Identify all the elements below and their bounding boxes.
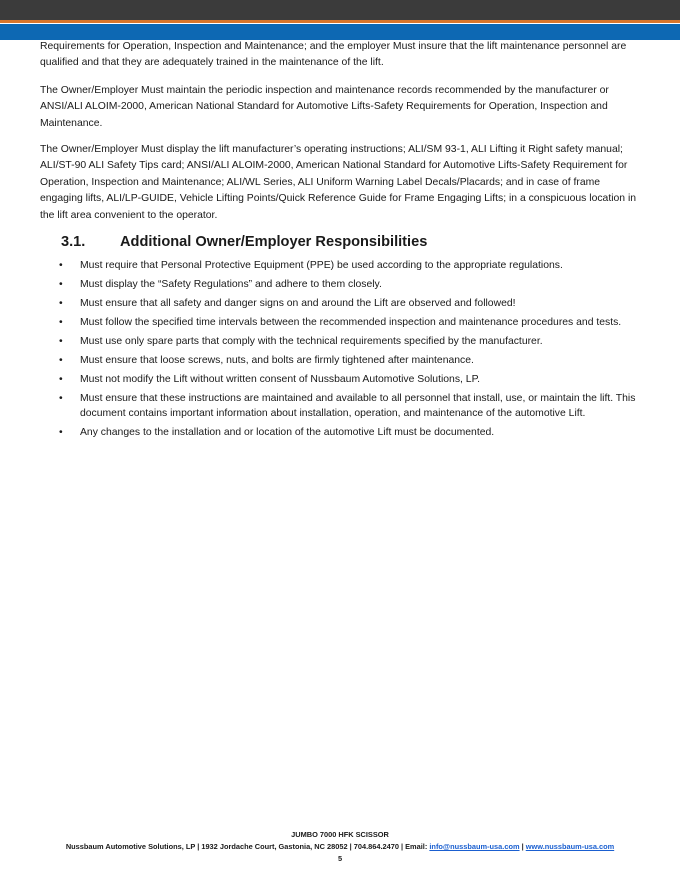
footer-email-link[interactable]: info@nussbaum-usa.com xyxy=(429,842,520,851)
list-item-text: Must use only spare parts that comply with the technical requirements specified by the manufacturer. xyxy=(80,336,543,348)
list-item-text: Must display the “Safety Regulations” and adhere to them closely. xyxy=(80,279,382,291)
bullet-icon: • xyxy=(59,260,63,272)
footer-contact-line xyxy=(0,841,680,853)
list-item xyxy=(40,334,640,349)
bullet-icon: • xyxy=(59,374,63,386)
list-item-text: Must not modify the Lift without written consent of Nussbaum Automotive Solutions, LP. xyxy=(80,374,481,386)
list-item xyxy=(40,315,640,330)
footer-address: Nussbaum Automotive Solutions, LP | 1932 Jordache Court, Gastonia, NC 28052 | 704.864.2470 | Email: xyxy=(65,842,428,851)
list-item-text: Must ensure that these instructions are maintained and available to all personnel that install, use, or maintain the lift. This document contains important information about installation, operation, and maintenance of the automotive Lift. xyxy=(80,393,636,420)
document-body xyxy=(40,39,640,444)
bullet-icon: • xyxy=(59,336,63,348)
list-item-text: Must ensure that all safety and danger signs on and around the Lift are observed and followed! xyxy=(80,298,516,310)
footer-separator: | xyxy=(521,842,524,851)
bullet-icon: • xyxy=(59,279,63,291)
list-item xyxy=(40,296,640,311)
bullet-icon: • xyxy=(59,298,63,310)
paragraph-inspection-records: The Owner/Employer Must maintain the periodic inspection and maintenance records recommended by the manufacturer or ANSI/ALI ALOIM-2000, American National Standard for Automotive Lifts-Safety Requirements for Operation, Inspection and Maintenance. xyxy=(40,84,609,129)
header-blue-band xyxy=(0,24,680,40)
responsibilities-list xyxy=(40,258,640,440)
bullet-icon: • xyxy=(59,317,63,329)
section-title: Additional Owner/Employer Responsibilities xyxy=(120,234,428,251)
list-item-text: Any changes to the installation and or location of the automotive Lift must be documented. xyxy=(80,427,495,439)
paragraph-maintenance-personnel: Requirements for Operation, Inspection and Maintenance; and the employer Must insure that the lift maintenance personnel are qualified and that they are adequately trained in the maintenance of the lift. xyxy=(40,41,627,69)
list-item-text: Must ensure that loose screws, nuts, and bolts are firmly tightened after maintenance. xyxy=(80,355,474,367)
section-heading xyxy=(40,234,640,250)
paragraph-display-instructions: The Owner/Employer Must display the lift manufacturer’s operating instructions; ALI/SM 93-1, ALI Lifting it Right safety manual; ALI/ST-90 ALI Safety Tips card; ANSI/ALI ALOIM-2000, American National Standard for Automotive Lifts-Safety Requirement for Operation, Inspection and Maintenance; ALI/WL Series, ALI Uniform Warning Label Decals/Placards; and in case of frame engaging lifts, ALI/LP-GUIDE, Vehicle Lifting Points/Quick Reference Guide for Frame Engaging Lifts; in a conspicuous location in the lift area convenient to the operator. xyxy=(40,144,637,221)
bullet-icon: • xyxy=(59,393,63,405)
section-number: 3.1. xyxy=(61,234,86,251)
list-item xyxy=(40,258,640,273)
bullet-icon: • xyxy=(59,355,63,367)
list-item-text: Must require that Personal Protective Equipment (PPE) be used according to the appropriate regulations. xyxy=(80,260,563,272)
list-item xyxy=(40,277,640,292)
bullet-icon: • xyxy=(59,427,63,439)
list-item-text: Must follow the specified time intervals between the recommended inspection and maintenance procedures and tests. xyxy=(80,317,622,329)
list-item xyxy=(40,372,640,387)
list-item xyxy=(40,391,640,421)
list-item xyxy=(40,353,640,368)
footer-website-link[interactable]: www.nussbaum-usa.com xyxy=(525,842,615,851)
page-header-banner xyxy=(0,0,680,40)
page-number: 5 xyxy=(337,854,343,863)
header-accent-stripe xyxy=(0,20,680,23)
header-dark-band xyxy=(0,0,680,20)
page-footer xyxy=(0,829,680,865)
list-item xyxy=(40,425,640,440)
footer-product-name: JUMBO 7000 HFK SCISSOR xyxy=(291,830,389,839)
